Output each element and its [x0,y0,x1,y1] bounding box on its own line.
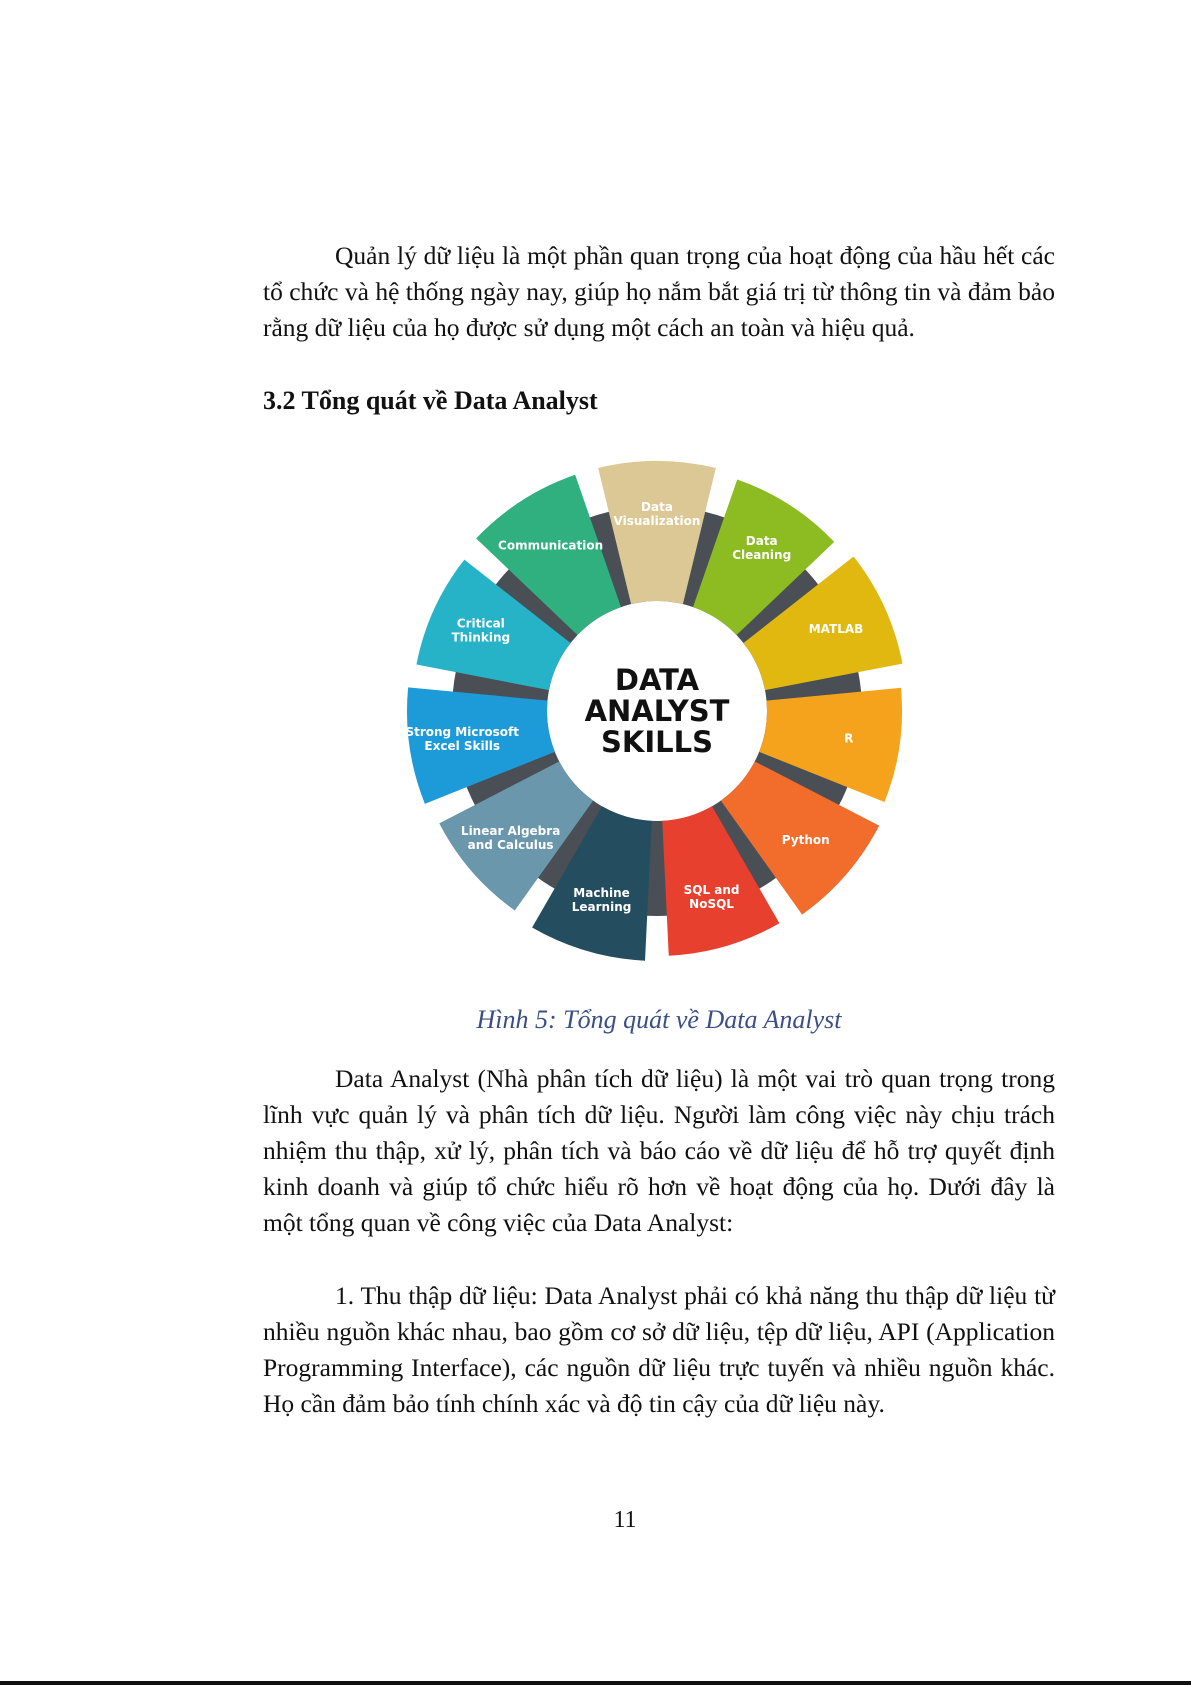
skill-label: Data Visualization [613,500,701,529]
figure-caption: Hình 5: Tổng quát về Data Analyst [476,1005,842,1034]
skill-label: Machine Learning [571,885,632,914]
data-analyst-skills-figure [387,441,927,981]
skill-label: R [844,731,854,746]
skill-label: Python [781,832,830,847]
list-item-data-collection: 1. Thu thập dữ liệu: Data Analyst phải có khả năng thu thập dữ liệu từ nhiều nguồn khác nhau, bao gồm cơ sở dữ liệu, tệp dữ liệu, API (Application Programming Interface), các nguồn dữ liệu trực tuyến và nhiều nguồn khác. Họ cần đảm bảo tính chính xác và độ tin cậy của dữ liệu này. [263,1281,1055,1418]
intro-paragraph: Quản lý dữ liệu là một phần quan trọng của hoạt động của hầu hết các tổ chức và hệ thống ngày nay, giúp họ nắm bắt giá trị từ thông tin và đảm bảo rằng dữ liệu của họ được sử dụng một cách an toàn và hiệu quả. [263,241,1055,342]
skill-label: Strong Microsoft Excel Skills [405,725,519,754]
wheel-center-title: SKILLS [601,725,713,759]
skill-label: Data Cleaning [732,534,792,563]
section-heading: 3.2 Tổng quát về Data Analyst [263,386,598,415]
skill-label: MATLAB [808,622,864,637]
skill-label: Linear Algebra and Calculus [460,823,561,852]
description-paragraph: Data Analyst (Nhà phân tích dữ liệu) là một vai trò quan trọng trong lĩnh vực quản lý và phân tích dữ liệu. Người làm công việc này chịu trách nhiệm thu thập, xử lý, phân tích và báo cáo về dữ liệu để hỗ trợ quyết định kinh doanh và giúp tổ chức hiểu rõ hơn về hoạt động của họ. Dưới đây là một tổng quan về công việc của Data Analyst: [263,1064,1055,1237]
skill-label: Critical Thinking [451,616,511,645]
skill-label: Communication [498,538,604,553]
skills-wheel-diagram [387,441,927,981]
wheel-center-title: ANALYST [584,694,730,728]
skill-label: SQL and NoSQL [683,882,740,911]
wheel-center-title: DATA [614,663,700,697]
page-number: 11 [613,1507,637,1533]
bottom-rule [0,1681,1191,1685]
